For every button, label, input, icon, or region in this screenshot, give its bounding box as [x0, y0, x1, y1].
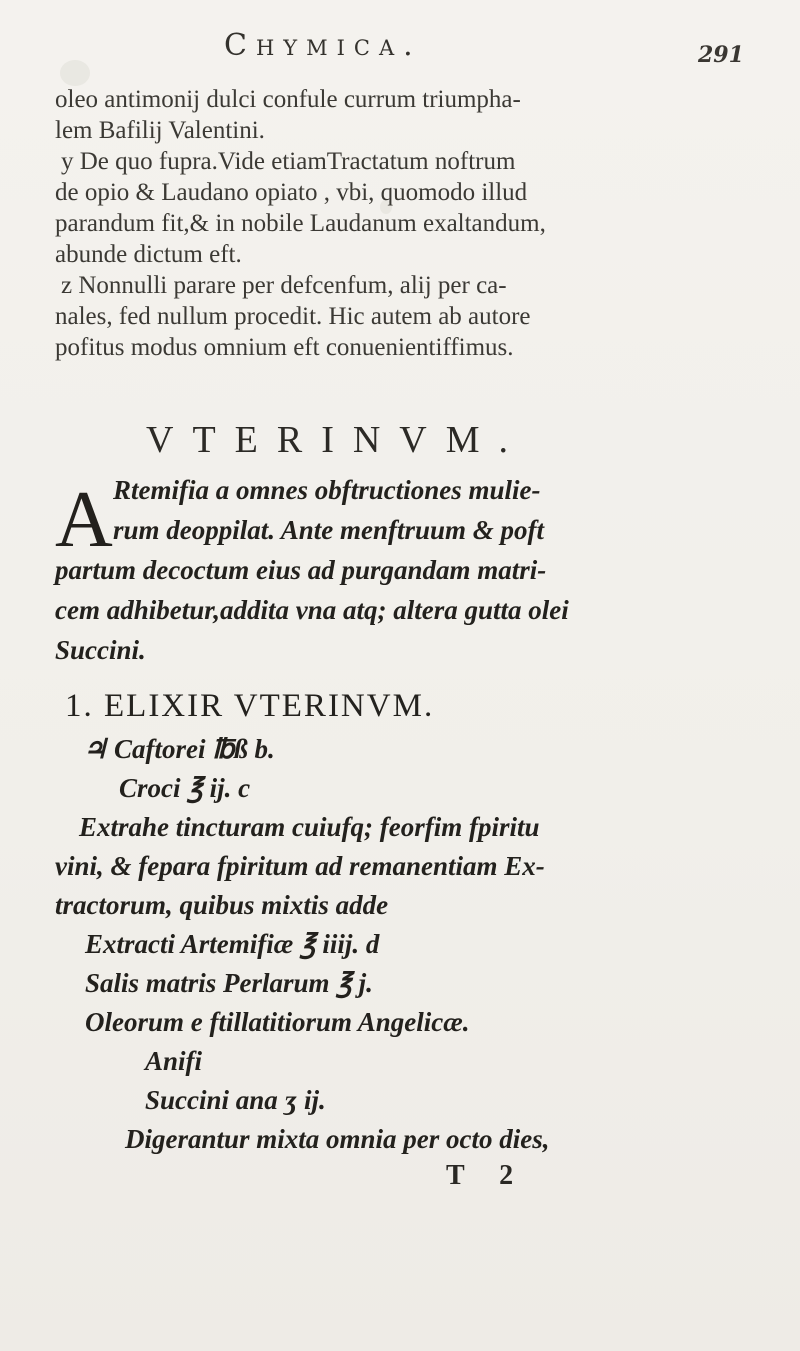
running-head-title: Chymica. [224, 28, 422, 63]
text-line: y De quo fupra.Vide etiamTractatum noftrum [61, 148, 516, 175]
text-line: abunde dictum eft. [55, 241, 242, 268]
text-line: Anifi [145, 1046, 203, 1076]
text-line: parandum fit,& in nobile Laudanum exaltandum, [55, 210, 546, 237]
text-line: pofitus modus omnium eft conuenientiffimus. [55, 334, 514, 361]
text-line: nales, fed nullum procedit. Hic autem ab autore [55, 303, 531, 330]
text-line: ♃ Caftorei ℔ß b. [83, 734, 275, 764]
text-line: Rtemifia a omnes obftructiones mulie- [113, 475, 541, 505]
text-line: de opio & Laudano opiato , vbi, quomodo illud [55, 179, 528, 206]
text-line: vini, & fepara fpiritum ad remanentiam Ex- [55, 851, 545, 881]
intro-text [55, 84, 765, 363]
text-line: Succini. [55, 635, 146, 665]
text-line: Croci ℥ ij. c [119, 773, 251, 803]
text-line: rum deoppilat. Ante menftruum & poft [113, 515, 545, 545]
recipe-text [55, 730, 775, 1159]
text-line: tractorum, quibus mixtis adde [55, 890, 389, 920]
text-line: Extracti Artemifiæ ℥ iiij. d [85, 929, 380, 959]
text-line: partum decoctum eius ad purgandam matri- [55, 555, 547, 585]
text-line: cem adhibetur,addita vna atq; altera gutta olei [55, 595, 569, 625]
text-line: lem Bafilij Valentini. [55, 117, 265, 144]
text-line: Succini ana ʒ ij. [145, 1085, 326, 1115]
page-number: 291 [698, 42, 744, 68]
text-line: oleo antimonij dulci confule currum triumpha- [55, 86, 521, 113]
recipe-heading: 1. ELIXIR VTERINVM. [65, 688, 435, 724]
section-heading: VTERINVM. [146, 419, 528, 461]
text-line: Salis matris Perlarum ℥ j. [85, 968, 373, 998]
running-head [0, 28, 800, 68]
text-line: Oleorum e ftillatitiorum Angelicæ. [85, 1007, 470, 1037]
text-line: z Nonnulli parare per defcenfum, alij per ca- [61, 272, 507, 299]
text-line: Extrahe tincturam cuiufq; feorfim fpiritu [79, 812, 540, 842]
catchword: T 2 [446, 1160, 528, 1191]
drop-capital: A [55, 476, 113, 564]
text-line: Digerantur mixta omnia per octo dies, [125, 1124, 550, 1154]
paragraph-artemisia [55, 470, 775, 670]
